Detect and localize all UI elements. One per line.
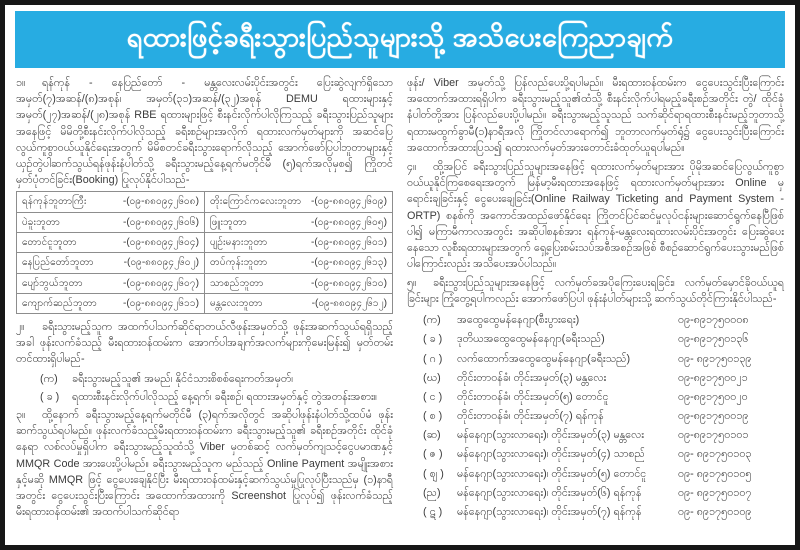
- station-phone: -(၀၉-၈၈၀၉၄၂၆၀၂): [123, 257, 199, 269]
- contact-title: မန်နေဂျာ(သွားလာရေး)၊ တိုင်းအမှတ်(၄) သာစည်: [457, 448, 645, 461]
- station-phone: -(၀၉-၈၈၀၉၄၂၆၁၂): [311, 297, 387, 309]
- paragraph-5-text: ခရီးသွားပြည်သူများအနေဖြင့် လက်မှတ်ခအပိုကြေးပေးရခြင်း၊ လက်မှတ်မှောင်ခိုဝယ်ယူရခြင်းများ ကြုံတွေ့ရပါကလည်း အောက်ဖော်ပြပါ ဖုန်းနံပါတ်များသို့ ဆက်သွယ်တိုင်ကြားနိုင်ပါသည်-: [407, 277, 784, 306]
- paragraph-5: [407, 275, 784, 307]
- contact-row: [407, 483, 784, 502]
- contact-title: တိုင်းတာဝန်ခံ၊ တိုင်းအမှတ်(၇) ရန်ကုန်: [457, 410, 604, 423]
- contact-label: ( ဂ ): [423, 352, 443, 365]
- contact-row: [407, 349, 784, 368]
- paragraph-3-left-text: ထို့နောက် ခရီးသွားမည့်နေ့ရက်မတိုင်မီ (၃)ရက်အလိုတွင် အဆိုပါဖုန်းနံပါတ်သို့ထပ်မံ ဖုန်းဆက်သွယ်ရပါမည်။ ဖုန်းလက်ခံသည့်မီးရထားဝန်ထမ်းက ခရီးသွားမည့်သူ၏ ခရီးစဉ်အတိုင်း ထိုင်ခုံနေရာ လစ်လပ်မှုရှိပါက ခရီးသွားမည့်သူထံသို့ Viber မှတစ်ဆင့် လက်မှတ်ကျသင့်ငွေပမာဏနှင့် MMQR Code အားပေးပို့ပါမည်။ ခရီးသွားမည့်သူက မည်သည့် Online Payment အမျိုးအစားနှင့်မဆို MMQR ဖြင့် ငွေပေးချေနိုင်ပြီး မီးရထားဝန်ထမ်းနှင့်ဆက်သွယ်မှုပြုလုပ်ပြီးသည်မှ (၁)နာရီအတွင်း ငွေပေးသွင်းပြီးကြောင်း အထောက်အထားကို Screenshot ပြုလုပ်၍ ဖုန်းလက်ခံသည့်မီးရထားဝန်ထမ်း၏ အထက်ပါသက်ဆိုင်ရာ: [16, 409, 393, 519]
- station-phone: -(၀၉-၈၈၀၉၄၂၆၁၁): [122, 297, 199, 309]
- paragraph-4-text: ထို့အပြင် ခရီးသွားပြည်သူများအနေဖြင့် ရထားလက်မှတ်များအား ပိုမိုအဆင်ပြေလွယ်ကူစွာဝယ်ယူနိုင်ကြစေရေးအတွက် မြန်မာ့မီးရထားအနေဖြင့် ရထားလက်မှတ်များအား Online မှ ရောင်းချခြင်းနှင့် ငွေပေးချေခြင်း(Online Railway Ticketing and Payment System - ORTP) စနစ်ကို အကောင်အထည်ဖော်နိုင်ရေး ကြိုတင်ပြင်ဆင်မှုလုပ်ငန်းများဆောင်ရွက်နေပြီဖြစ်ပါ၍ မကြာမီကာလအတွင်း အဆိုပါစနစ်အား ရန်ကုန်-မန္တလေးရထားလမ်းပိုင်းအတွင်း ပြေးဆွဲပေးနေသော လူစီးရထားများအတွက် ရှေ့ပြေးစမ်းသပ်အစီအစဉ်အဖြစ် စီစဉ်ဆောင်ရွက်ပေးသွားမည်ဖြစ်ပါကြောင်းလည်း အသိပေးအပ်ပါသည်။: [407, 160, 784, 271]
- station-name: ကျောက်ဆည်ဘူတာ: [22, 297, 97, 309]
- station-phone: -(၀၉-၈၈၀၉၄၂၆၀၆): [122, 216, 199, 228]
- sub-item-text: ရထားစီးနင်းလိုက်ပါလိုသည့် နေ့ရက်၊ ခရီးစဉ်၊ ရထားအမှတ်နှင့် တွဲအတန်းအစား။: [72, 390, 378, 403]
- booking-row: [17, 232, 393, 252]
- contact-title: အထွေထွေမန်နေဂျာ(စီးပွားရေး): [457, 314, 580, 327]
- left-column: [16, 75, 393, 523]
- contact-title: လက်ထောက်အထွေထွေမန်နေဂျာ(ခရီးသည်): [457, 352, 631, 365]
- station-phone: -(၀၉-၈၈၀၉၄၂၆၀၁): [310, 236, 387, 248]
- contact-phone: ၀၉-၈၉၁၇၅၀၀၂၁: [678, 371, 748, 384]
- sub-item-text: ခရီးသွားမည့်သူ၏ အမည်၊ နိုင်ငံသားစိစစ်ရေးကတ်အမှတ်၊: [72, 372, 294, 385]
- station-name: တပ်ကုန်းဘူတာ: [210, 257, 268, 269]
- paragraph-2: [16, 319, 393, 368]
- station-name: မန္တလေးဘူတာ: [210, 297, 263, 309]
- contact-label: ( ဇ ): [423, 448, 443, 461]
- contact-title: မန်နေဂျာ(သွားလာရေး)၊ တိုင်းအမှတ်(၆) ရန်ကုန်: [457, 486, 642, 499]
- station-name: ပျဉ်းမနားဘူတာ: [210, 236, 268, 248]
- contact-label: (ည): [423, 486, 441, 499]
- contact-phone: ၀၉-၈၉၁၇၅၀၁၃၆: [678, 333, 749, 346]
- contact-phone: ၀၉- ၈၉၁၇၅၀၁၃၉: [678, 352, 752, 365]
- right-column: [407, 75, 784, 523]
- station-name: ပျော်ဘွယ်ဘူတာ: [22, 277, 83, 289]
- contact-title: ဒုတိယအထွေထွေမန်နေဂျာ(ခရီးသည်): [457, 333, 605, 346]
- paragraph-2-number: ၂။: [16, 321, 25, 334]
- paragraph-1: [16, 75, 393, 188]
- paragraph-3-left: [16, 407, 393, 520]
- station-name: ဖြူးဘူတာ: [210, 216, 247, 228]
- station-name: ရန်ကုန်ဘူတာကြီး: [22, 196, 87, 208]
- contact-row: [407, 368, 784, 387]
- paragraph-5-number: ၅။: [407, 277, 417, 290]
- station-phone: -(၀၉-၈၈၀၉၄၂၆၀၈): [122, 196, 199, 208]
- contact-phone: ၀၉- ၈၉၁၇၅၀၁၀၅: [678, 467, 752, 480]
- booking-table: [16, 191, 393, 314]
- paragraph-2-text: ခရီးသွားမည့်သူက အထက်ပါသက်ဆိုင်ရာတယ်လီဖုန်းအမှတ်သို့ ဖုန်းအဆက်သွယ်ရရှိသည့်အခါ ဖုန်းလက်ခံသည့် မီးရထားဝန်ထမ်းက အောက်ပါအချက်အလက်များကိုမေးမြန်း၍ မှတ်တမ်းတင်ထားရှိပါမည်-: [16, 321, 393, 366]
- contact-phone: ၀၉-၈၉၁၇၅၀၁၀၁: [678, 429, 749, 442]
- paragraph-1-text: ရန်ကုန် - နေပြည်တော် - မန္တလေးလမ်းပိုင်းအတွင်း ပြေးဆွဲလျက်ရှိသော အမှတ်(၇)အဆန်/(၈)အစုန်၊ အမှတ်(၃၁)အဆန်/(၃၂)အစုန် DEMU ရထားများနှင့် အမှတ်(၂၇)အဆန်/(၂၈)အစုန် RBE ရထားများဖြင့် စီးနင်းလိုက်ပါလိုကြသည့် ခရီးသွားပြည်သူများအနေဖြင့် မိမိတို့စီးနင်းလိုက်ပါလိုသည့် ခရီးစဉ်များအလိုက် ရထားလက်မှတ်များကို အဆင်ပြေလွယ်ကူစွာဝယ်ယူနိုင်ရေးအတွက် မိမိစတင်ခရီးသွားရောက်လိုသည့် အောက်ဖော်ပြပါဘူတာများနှင့် ယှဉ်တွဲပါဆက်သွယ်ရန်ဖုန်းနံပါတ်သို့ ခရီးသွားမည့်နေ့ရက်မတိုင်မီ (၅)ရက်အလိုမှစ၍ ကြိုတင်မှတ်ပုံတင်ခြင်း(Booking) ပြုလုပ်နိုင်ပါသည်-: [16, 77, 393, 187]
- booking-row: [17, 253, 393, 273]
- contact-title: တိုင်းတာဝန်ခံ၊ တိုင်းအမှတ်(၃) မန္တလေး: [457, 371, 607, 384]
- sub-item-ka: [40, 371, 393, 387]
- contact-label: ( စ ): [423, 410, 443, 423]
- contact-row: [407, 407, 784, 426]
- booking-row: [17, 212, 393, 232]
- paragraph-1-number: ၁။: [16, 77, 26, 89]
- contact-row: [407, 503, 784, 522]
- contact-phone: ၀၉- ၈၉၁၇၅၀၁၀၇: [678, 486, 752, 499]
- station-name: ပဲခူးဘူတာ: [22, 216, 61, 228]
- sub-item-label: (က): [40, 372, 58, 385]
- contact-label: (ဃ): [423, 371, 441, 384]
- contact-phone: ၀၉- ၈၉၁၇၅၀၁၀၃: [678, 448, 752, 461]
- station-name: တိုးကြောင်ကလေးဘူတာ: [210, 196, 302, 208]
- station-phone: -(၀၉-၈၈၀၉၄၂၆၁၃): [310, 257, 387, 269]
- contact-title: တိုင်းတာဝန်ခံ၊ တိုင်းအမှတ်(၅) တောင်ငူ: [457, 390, 609, 403]
- title-banner: [15, 11, 785, 68]
- contact-row: [407, 387, 784, 406]
- paragraph-4-number: ၄။: [407, 160, 417, 173]
- contact-row: [407, 426, 784, 445]
- contact-phone: ၀၉- ၈၉၁၇၅၀၁၀၉: [678, 506, 752, 518]
- contact-label: ( င ): [423, 390, 443, 403]
- paragraph-4: [407, 159, 784, 272]
- contact-row: [407, 445, 784, 464]
- contact-label: ( ဈ ): [423, 467, 444, 480]
- contact-row: [407, 464, 784, 483]
- contact-label: (က): [423, 314, 441, 327]
- contact-row: [407, 311, 784, 330]
- station-phone: -(၀၉-၈၈၀၉၄၂၆၀၄): [122, 236, 199, 248]
- paragraph-3-continued: [407, 75, 784, 156]
- sub-item-label: ( ခ ): [40, 390, 60, 403]
- station-name: နေပြည်တော်ဘူတာ: [22, 257, 94, 269]
- station-phone: -(၀၉-၈၈၀၉၄၂၆၀၇): [122, 277, 199, 289]
- booking-row: [17, 192, 393, 212]
- contact-title: မန်နေဂျာ(သွားလာရေး)၊ တိုင်းအမှတ်(၅) တောင်ငူ: [457, 467, 647, 480]
- station-phone: -(၀၉-၈၈၀၉၄၂၆၀၉): [310, 196, 387, 208]
- paragraph-3-right-text: ဖုန်း/ Viber အမှတ်သို့ ပြန်လည်ပေးပို့ရပါမည်။ မီးရထားဝန်ထမ်းက ငွေပေးသွင်းပြီးကြောင်း အထောက်အထားရရှိပါက ခရီးသွားမည့်သူ၏ထံသို့ စီးနင်းလိုက်ပါရမည့်ခရီးစဉ်အတိုင်း တွဲ/ ထိုင်ခုံနံပါတ်တို့အား ပြန်လည်ပေးပို့ပါမည်။ ခရီးသွားမည့်သူသည် သက်ဆိုင်ရာရထားစီးနင်းမည့်ဘူတာသို့ ရထားမထွက်ခွာမီ(၁)နာရီအလို ကြိုတင်လာရောက်၍ ဘူတာလက်မှတ်ရုံ၌ ငွေပေးသွင်းပြီးကြောင်း အထောက်အထားပြသ၍ ရထားလက်မှတ်အားတောင်းခံထုတ်ယူရပါမည်။: [407, 77, 784, 154]
- contact-phone: ၀၉-၈၉၁၇၅၀၀၂၀: [678, 390, 748, 403]
- station-name: သာစည်ဘူတာ: [210, 277, 264, 289]
- contact-label: ( ခ ): [423, 333, 443, 346]
- station-phone: -(၀၉-၈၈၀၉၄၂၆၀၅): [310, 216, 387, 228]
- contact-phone: ၀၉-၈၉၁၇၅၀၀၀၈: [678, 314, 749, 327]
- contact-label: (ဆ): [423, 429, 441, 442]
- contact-title: မန်နေဂျာ(သွားလာရေး)၊ တိုင်းအမှတ်(၃) မန္တလေး: [457, 429, 644, 442]
- sub-item-kha: [40, 389, 393, 405]
- paragraph-3-number: ၃။: [16, 409, 26, 422]
- complaint-contacts-list: [407, 311, 784, 522]
- booking-row: [17, 273, 393, 293]
- contact-title: မန်နေဂျာ(သွားလာရေး)၊ တိုင်းအမှတ်(၇) ရန်ကုန်: [457, 506, 642, 518]
- contact-phone: ၀၉-၈၉၁၇၅၀၀၁၉: [678, 410, 749, 423]
- body-columns: [12, 75, 788, 523]
- page-title: ရထားဖြင့်ခရီးသွားပြည်သူများသို့ အသိပေးကြေညာချက်: [126, 21, 674, 52]
- station-phone: -(၀၉-၈၈၀၉၄၂၆၁၀): [310, 277, 387, 289]
- booking-row: [17, 293, 393, 313]
- contact-row: [407, 330, 784, 349]
- station-name: တောင်ငူဘူတာ: [22, 236, 77, 248]
- contact-label: ( ဋ ): [423, 506, 443, 518]
